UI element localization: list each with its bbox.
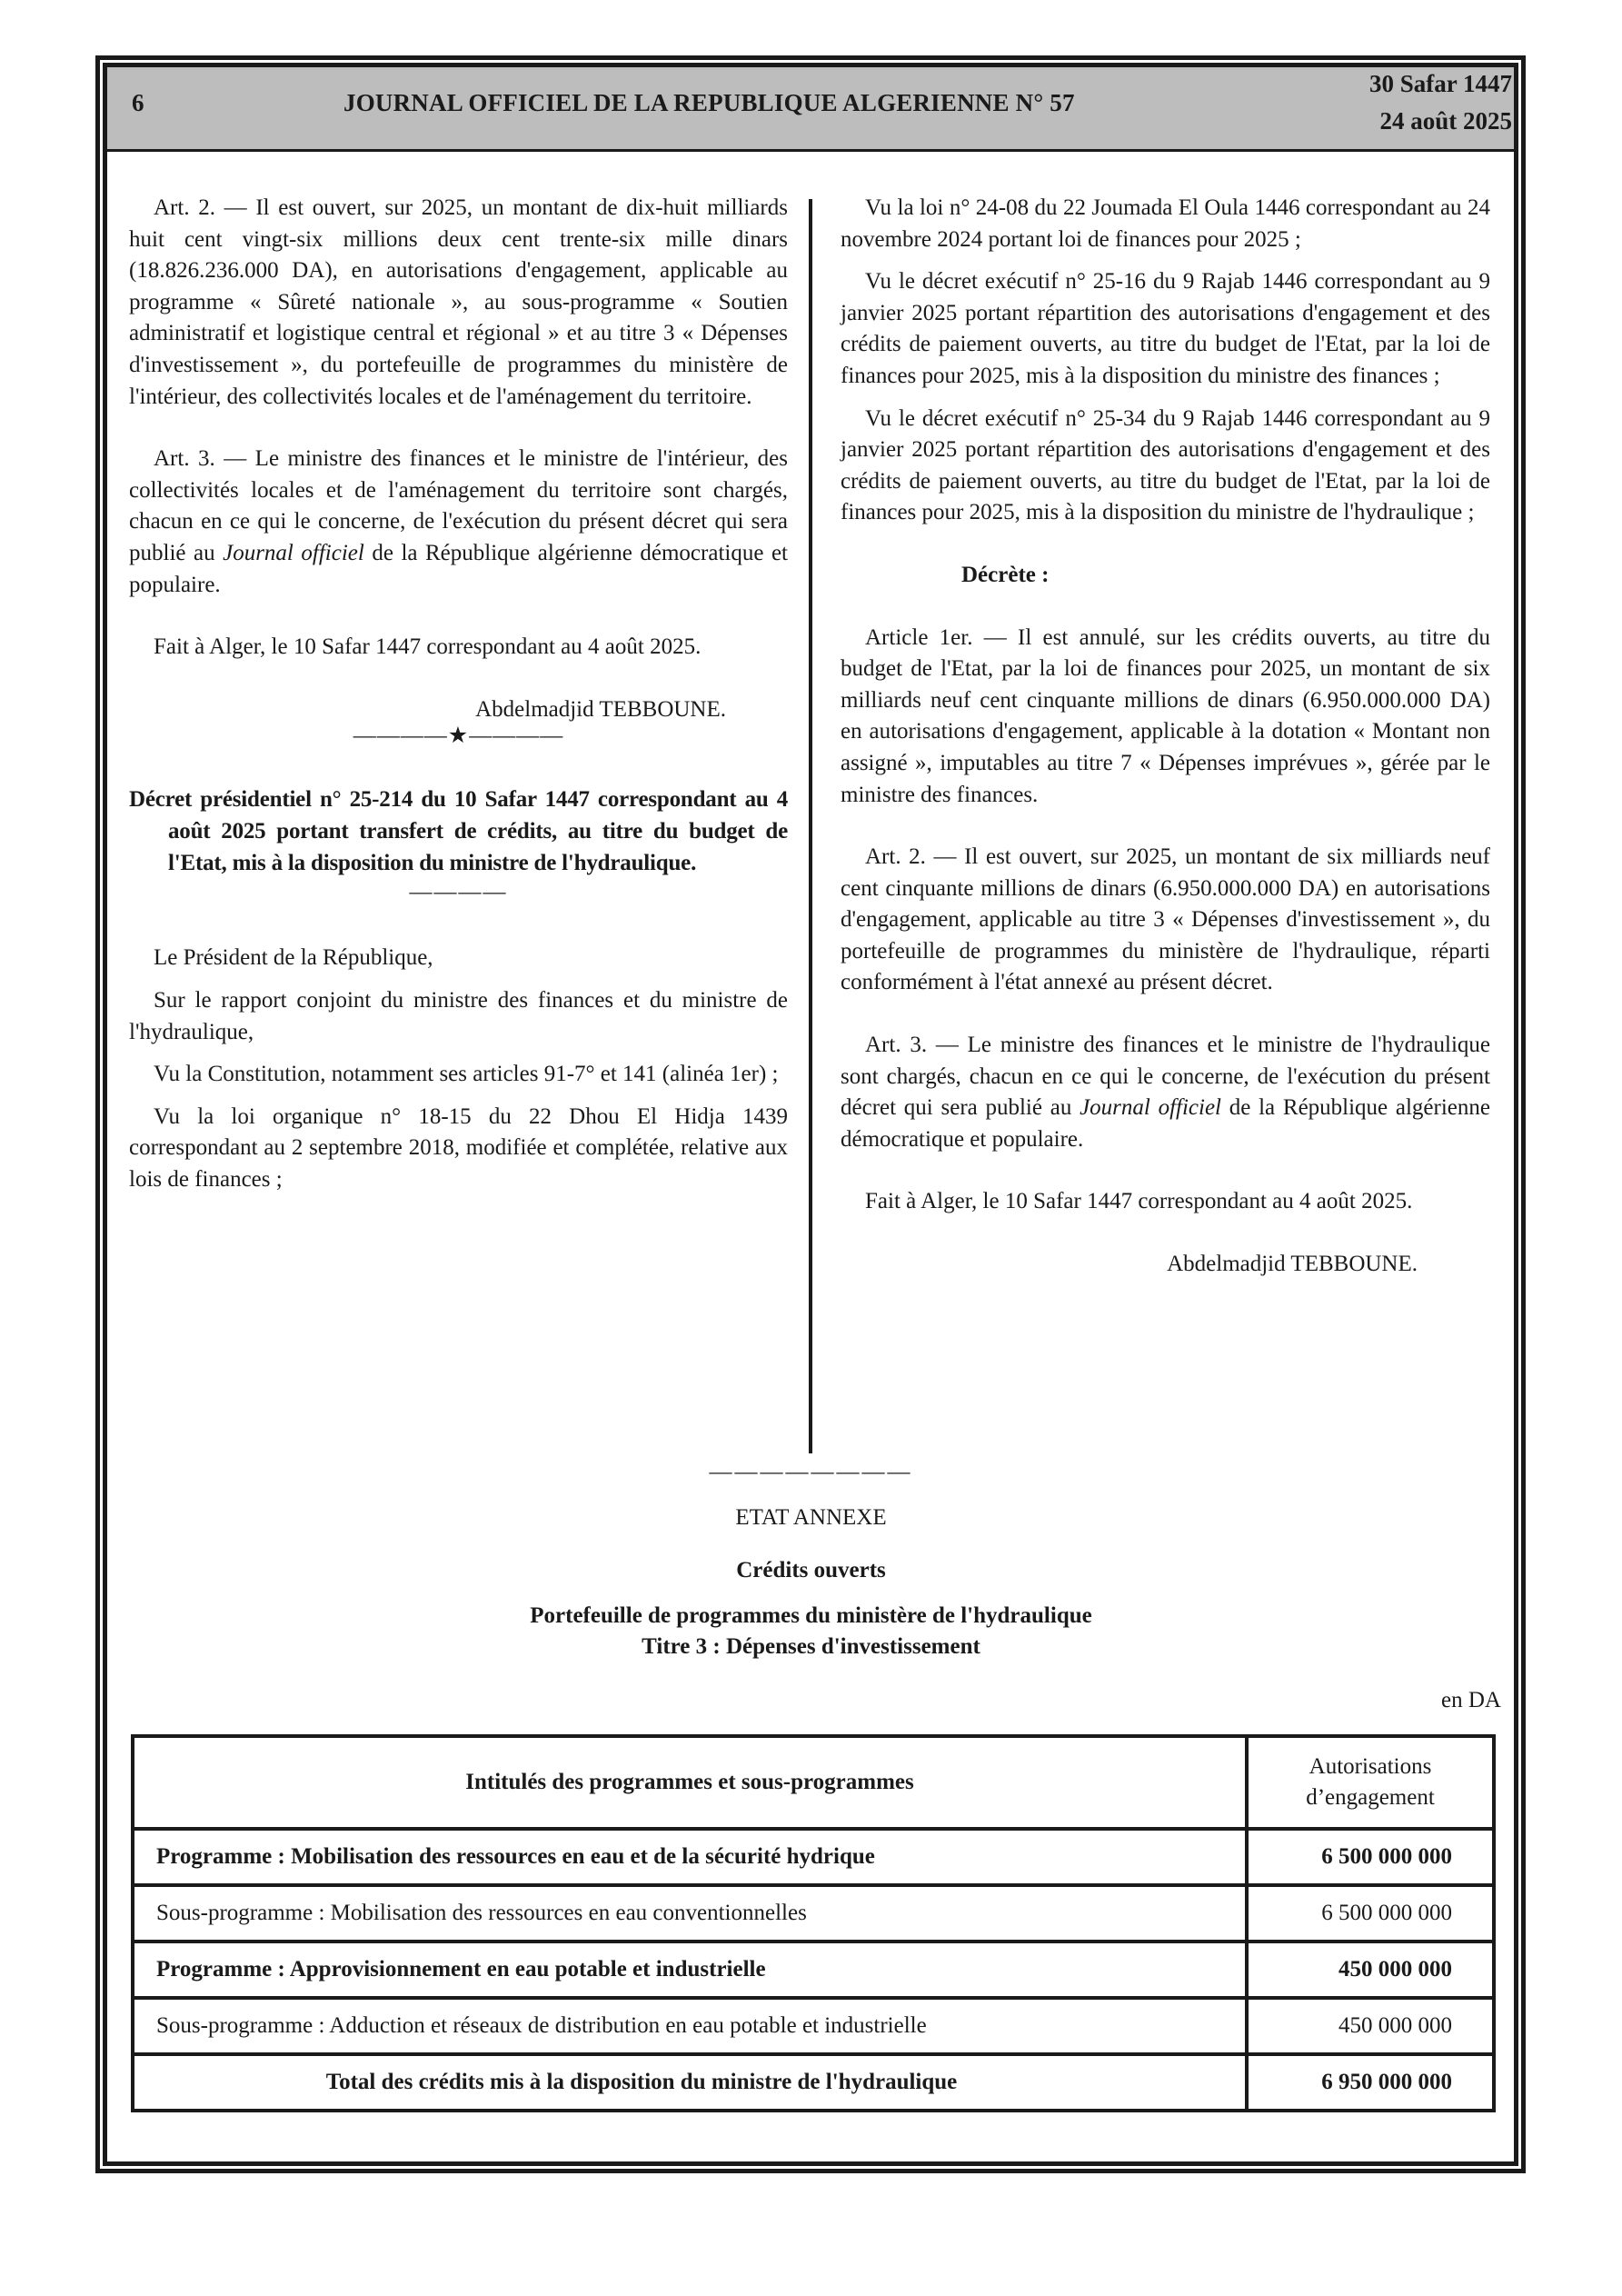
annex-portfolio: Portefeuille de programmes du ministère de l'hydraulique	[530, 1603, 1092, 1628]
table-row	[133, 1942, 1494, 1998]
journal-officiel-italic: Journal officiel	[1080, 1095, 1222, 1121]
header-amount	[1247, 1736, 1494, 1829]
short-separator: ————	[409, 880, 508, 905]
signature: Abdelmadjid TEBBOUNE.	[1167, 1252, 1418, 1277]
organic-law-ref: Vu la loi organique n° 18-15 du 22 Dhou El Hidja 1439 correspondant au 2 septembre 2018, modifiée et complétée, relative aux lois de finances ;	[129, 1103, 788, 1192]
annex-table	[131, 1734, 1496, 2112]
done-at: Fait à Alger, le 10 Safar 1447 correspondant au 4 août 2025.	[865, 1189, 1413, 1214]
finance-law-ref: Vu la loi n° 24-08 du 22 Joumada El Oula 1446 correspondant au 24 novembre 2024 portant loi de finances pour 2025 ;	[841, 195, 1490, 252]
art3-text-a: Art. 3. — Le ministre des finances et le ministre de l'hydraulique sont chargés, chacun en ce qui le concerne, de l'exécution du présent décret qui sera publié au	[841, 1033, 1490, 1121]
program-label: Programme : Approvisionnement en eau potable et industrielle	[133, 1942, 1247, 1998]
total-label: Total des crédits mis à la disposition du ministre de l'hydraulique	[133, 2054, 1247, 2111]
header-amount-line1: Autorisations	[1309, 1754, 1432, 1779]
annex-title3: Titre 3 : Dépenses d'investissement	[642, 1634, 980, 1659]
article-1: Article 1er. — Il est annulé, sur les crédits ouverts, au titre du budget de l'Etat, par la loi de finances pour 2025, un montant de six milliards neuf cent cinquante millions de dinars (6.950.000.000 DA) en autorisations d'engagement, applicable à la dotation « Montant non assigné », imputables au titre 7 « Dépenses imprévues », gérée par le ministre des finances.	[841, 624, 1490, 807]
amount-value: 6 500 000 000	[1247, 1885, 1494, 1942]
journal-title: JOURNAL OFFICIEL DE LA REPUBLIQUE ALGERIENNE N° 57	[343, 89, 1075, 116]
subprogram-label: Sous-programme : Mobilisation des ressources en eau conventionnelles	[133, 1885, 1247, 1942]
star-separator: ————★————	[353, 724, 564, 749]
article-2: Art. 2. — Il est ouvert, sur 2025, un montant de six milliards neuf cent cinquante millions de dinars (6.950.000.000 DA) en autorisations d'engagement, applicable au titre 3 « Dépenses d'investissement », du portefeuille de programmes du ministère de l'hydraulique, réparti conformément à l'état annexé au présent décret.	[841, 844, 1490, 995]
column-divider	[809, 199, 812, 1453]
decree-25-16-ref: Vu le décret exécutif n° 25-16 du 9 Rajab 1446 correspondant au 9 janvier 2025 portant répartition des autorisations d'engagement et des crédits de paiement ouverts, au titre du budget de l'Etat, par la loi de finances pour 2025, mis à la disposition du ministre des finances ;	[841, 269, 1490, 388]
decree-title: Décret présidentiel n° 25-214 du 10 Safar 1447 correspondant au 4 août 2025 portant transfert de crédits, au titre du budget de l'Etat, mis à la disposition du ministre de l'hydraulique.	[129, 787, 788, 876]
constitution-ref: Vu la Constitution, notamment ses articles 91-7° et 141 (alinéa 1er) ;	[154, 1062, 779, 1087]
article-3	[841, 1030, 1490, 1155]
header-label: Intitulés des programmes et sous-programmes	[133, 1736, 1247, 1829]
art3-text-a: Art. 3. — Le ministre des finances et le ministre de l'intérieur, des collectivités locales et de l'aménagement du territoire sont chargés, chacun en ce qui le concerne, de l'exécution du présent décret qui sera publié au	[129, 446, 788, 565]
page-number: 6	[132, 89, 144, 116]
annex-separator: ————————	[709, 1460, 913, 1484]
total-row	[133, 2054, 1494, 2111]
header-amount-line2: d’engagement	[1306, 1785, 1435, 1810]
table-row	[133, 1885, 1494, 1942]
left-column	[129, 193, 788, 1195]
joint-report: Sur le rapport conjoint du ministre des finances et du ministre de l'hydraulique,	[129, 987, 788, 1044]
table-row	[133, 1998, 1494, 2054]
amount-value: 450 000 000	[1247, 1998, 1494, 2054]
date-gregorian: 24 août 2025	[1379, 107, 1512, 135]
amount-value: 450 000 000	[1247, 1942, 1494, 1998]
signature: Abdelmadjid TEBBOUNE.	[475, 696, 726, 722]
decree-25-34-ref: Vu le décret exécutif n° 25-34 du 9 Rajab 1446 correspondant au 9 janvier 2025 portant répartition des autorisations d'engagement et des crédits de paiement ouverts, au titre du budget de l'Etat, par la loi de finances pour 2025, mis à la disposition du ministre de l'hydraulique ;	[841, 405, 1490, 525]
right-column	[841, 193, 1490, 1281]
decrete-heading: Décrète :	[961, 562, 1050, 587]
done-at: Fait à Alger, le 10 Safar 1447 correspondant au 4 août 2025.	[154, 634, 702, 660]
table-row	[133, 1829, 1494, 1885]
article-2-sarete: Art. 2. — Il est ouvert, sur 2025, un montant de dix-huit milliards huit cent vingt-six millions deux cent trente-six mille dinars (18.826.236.000 DA), en autorisations d'engagement, applicable au programme « Sûreté nationale », au sous-programme « Soutien administratif et logistique central et régional » et au titre 3 « Dépenses d'investissement », du portefeuille de programmes du ministère de l'intérieur, des collectivités locales et de l'aménagement du territoire.	[129, 195, 788, 409]
total-amount: 6 950 000 000	[1247, 2054, 1494, 2111]
journal-officiel-italic: Journal officiel	[223, 540, 364, 565]
article-3-interior	[129, 444, 788, 601]
table-header-row	[133, 1736, 1494, 1829]
art3-text-b: de la République algérienne démocratique et populaire.	[841, 1095, 1490, 1152]
annex-title: ETAT ANNEXE	[735, 1505, 887, 1530]
amount-value: 6 500 000 000	[1247, 1829, 1494, 1885]
art3-text-b: de la République algérienne démocratique et populaire.	[129, 540, 788, 597]
president-line: Le Président de la République,	[154, 945, 433, 971]
subprogram-label: Sous-programme : Adduction et réseaux de distribution en eau potable et industrielle	[133, 1998, 1247, 2054]
currency-unit: en DA	[1441, 1688, 1501, 1712]
date-hijri: 30 Safar 1447	[1368, 70, 1512, 97]
annex-subtitle: Crédits ouverts	[736, 1558, 886, 1582]
program-label: Programme : Mobilisation des ressources en eau et de la sécurité hydrique	[133, 1829, 1247, 1885]
